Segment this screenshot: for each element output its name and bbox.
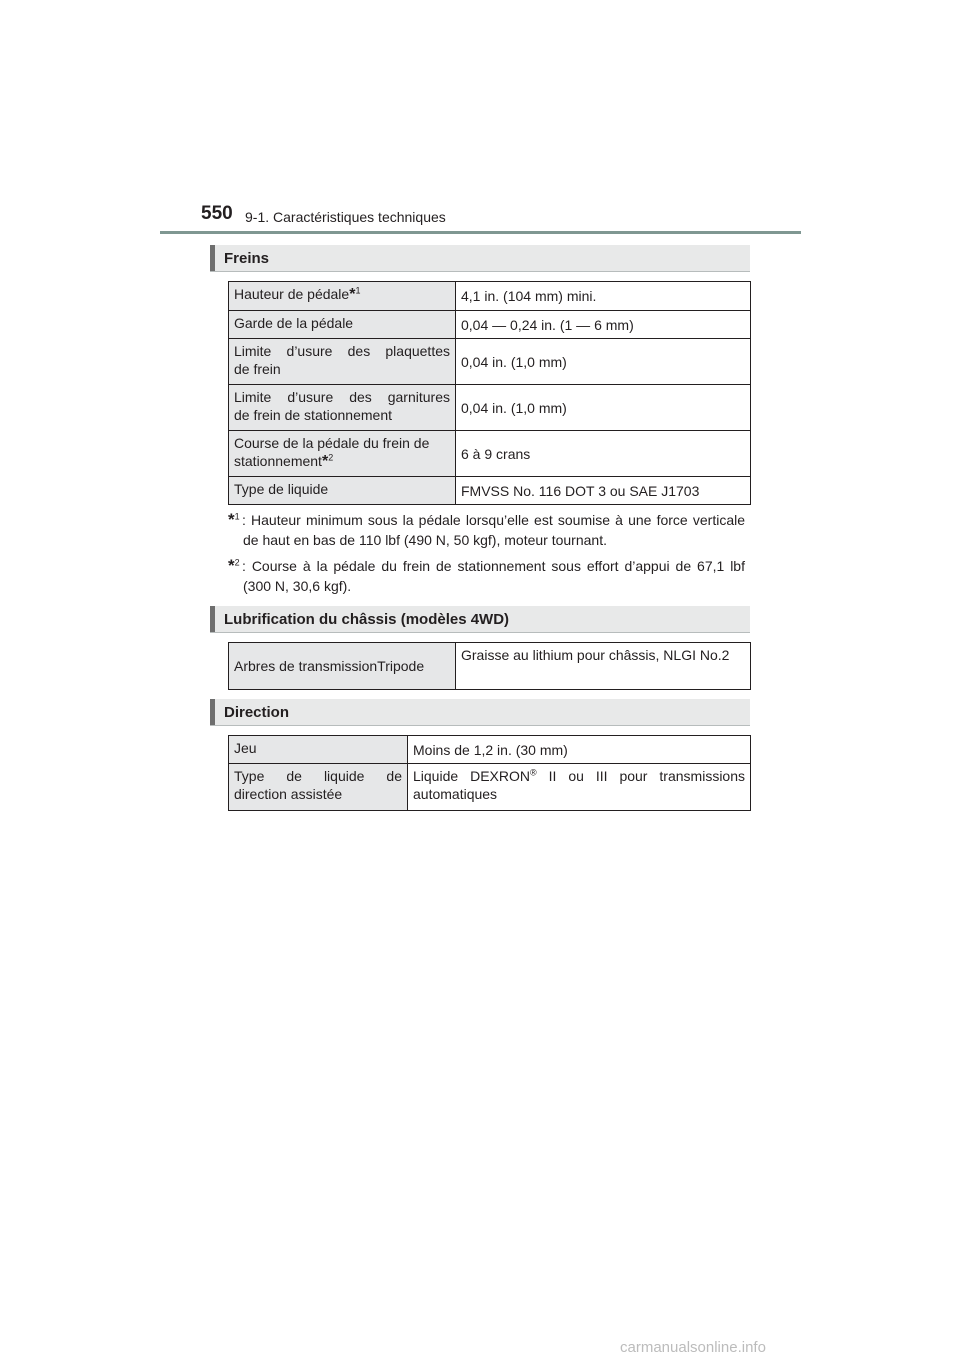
spec-key: Limite d’usure des plaquettes de frein <box>229 339 456 385</box>
footnote-1: *$^1$ : Hauteur minimum sous la pédale lorsqu’elle est soumise à une force verticale de haut en bas de 110 lbf (490 N, 50 kgf), moteur tournant. <box>228 510 745 548</box>
direction-table <box>228 735 751 811</box>
spec-key: Arbres de transmissionTripode <box>229 643 456 690</box>
section-header-direction <box>210 699 750 726</box>
spec-value: Liquide DEXRON® II ou III pour transmissions automatiques <box>408 764 751 811</box>
spec-key: Jeu <box>229 736 408 764</box>
spec-value: 0,04 in. (1,0 mm) <box>456 339 751 385</box>
table-row <box>229 311 751 339</box>
lubrification-table <box>228 642 751 690</box>
table-row <box>229 339 751 385</box>
section-title-direction: Direction <box>224 704 290 721</box>
spec-value: FMVSS No. 116 DOT 3 ou SAE J1703 <box>456 477 751 505</box>
spec-key: Type de liquide de direction assistée <box>229 764 408 811</box>
section-title-lubrification: Lubrification du châssis (modèles 4WD) <box>224 611 510 628</box>
header-rule <box>160 231 801 234</box>
section-header-lubrification <box>210 606 750 633</box>
footnote-text: : Course à la pédale du frein de stationnement sous effort d’appui de 67,1 lbf (300 N, 30,6 kgf). <box>242 558 745 594</box>
spec-key: Limite d’usure des garnitures de frein de stationnement <box>229 385 456 431</box>
section-accent <box>210 606 215 632</box>
table-row <box>229 477 751 505</box>
section-title-freins: Freins <box>224 250 270 267</box>
table-row <box>229 282 751 311</box>
section-header-freins <box>210 245 750 272</box>
table-row <box>229 764 751 811</box>
spec-key: Course de la pédale du frein de stationnement*$^2$ <box>229 431 456 477</box>
watermark: carmanualsonline.info <box>620 1339 766 1356</box>
footnote-2: *$^2$ : Course à la pédale du frein de stationnement sous effort d’appui de 67,1 lbf (300 N, 30,6 kgf). <box>228 556 745 594</box>
spec-key: Type de liquide <box>229 477 456 505</box>
page-number: 550 <box>201 203 233 224</box>
spec-value: 6 à 9 crans <box>456 431 751 477</box>
table-row <box>229 736 751 764</box>
table-row <box>229 431 751 477</box>
section-accent <box>210 699 215 725</box>
table-row <box>229 643 751 690</box>
spec-value: Moins de 1,2 in. (30 mm) <box>408 736 751 764</box>
spec-value: 0,04 in. (1,0 mm) <box>456 385 751 431</box>
spec-key: Garde de la pédale <box>229 311 456 339</box>
spec-value: 4,1 in. (104 mm) mini. <box>456 282 751 311</box>
spec-value: Graisse au lithium pour châssis, NLGI No.2 <box>456 643 751 690</box>
section-accent <box>210 245 215 271</box>
chapter-title: 9-1. Caractéristiques techniques <box>245 209 446 225</box>
table-row <box>229 385 751 431</box>
freins-table <box>228 281 751 505</box>
spec-key: Hauteur de pédale*$^1$ <box>229 282 456 311</box>
spec-value: 0,04 — 0,24 in. (1 — 6 mm) <box>456 311 751 339</box>
footnote-text: : Hauteur minimum sous la pédale lorsqu’elle est soumise à une force verticale de haut en bas de 110 lbf (490 N, 50 kgf), moteur tournant. <box>242 512 745 548</box>
